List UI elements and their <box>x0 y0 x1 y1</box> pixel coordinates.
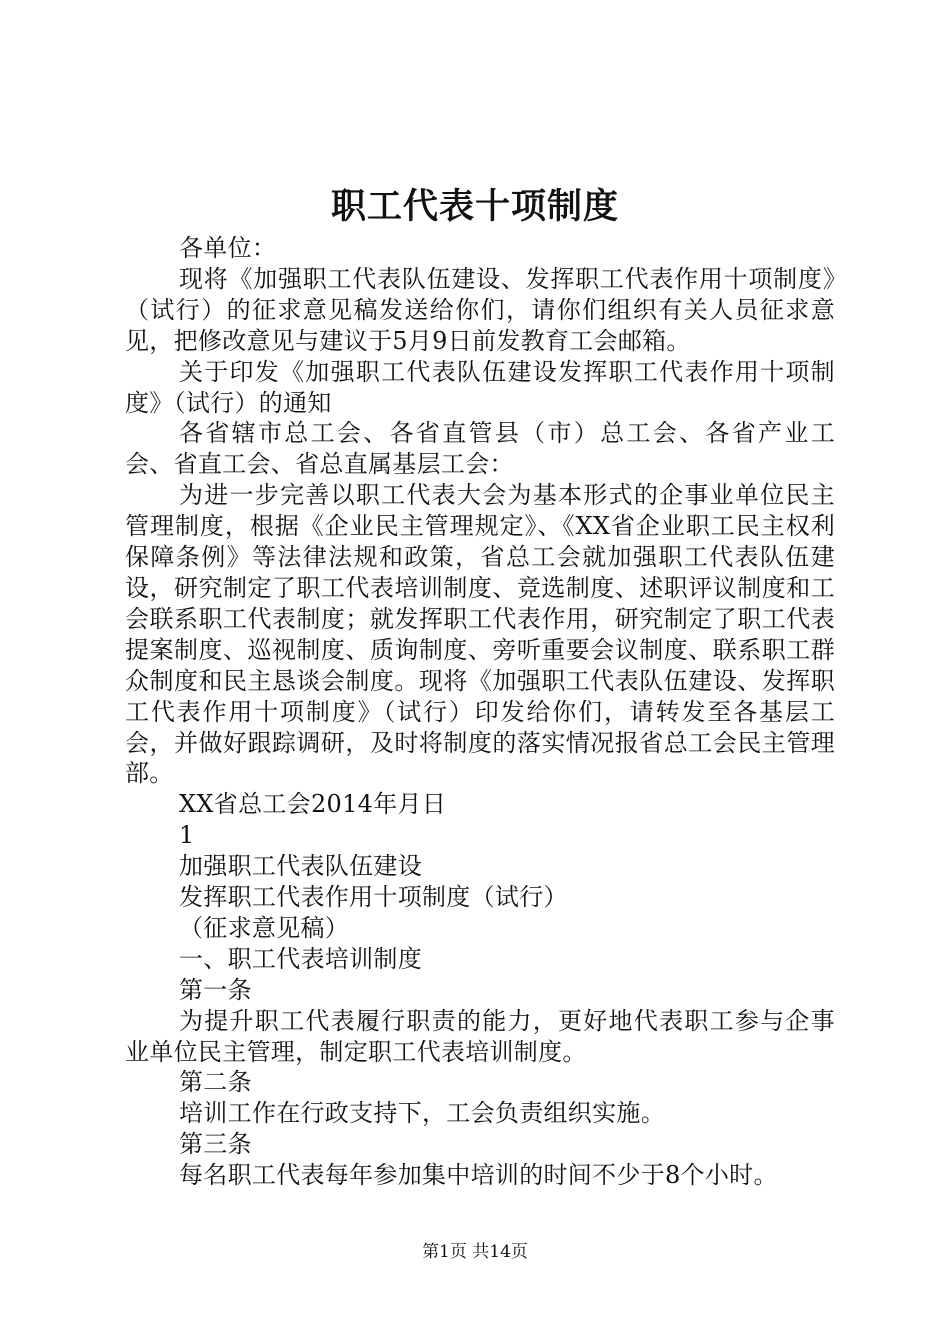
paragraph: 1 <box>179 821 195 850</box>
paragraph: 第三条 <box>179 1130 252 1159</box>
paragraph: 各省辖市总工会、各省直管县（市）总工会、各省产业工会、省直工会、省总直属基层工会： <box>125 419 835 479</box>
document-title: 职工代表十项制度 <box>330 186 619 227</box>
paragraph: 第二条 <box>179 1068 252 1097</box>
paragraph: 每名职工代表每年参加集中培训的时间不少于8个小时。 <box>179 1161 778 1190</box>
paragraph: 为进一步完善以职工代表大会为基本形式的企事业单位民主管理制度，根据《企业民主管理规定》、《XX省企业职工民主权利保障条例》等法律法规和政策，省总工会就加强职工代表队伍建设，研究制定了职工代表培训制度、竞选制度、述职评议制度和工会联系职工代表制度；就发挥职工代表作用，研究制定了职工代表提案制度、巡视制度、质询制度、旁听重要会议制度、联系职工群众制度和民主恳谈会制度。现将《加强职工代表队伍建设、发挥职工代表作用十项制度》（试行）印发给你们，请转发至各基层工会，并做好跟踪调研，及时将制度的落实情况报省总工会民主管理部。 <box>125 481 835 788</box>
paragraph: 各单位： <box>179 234 277 262</box>
paragraph: 加强职工代表队伍建设 <box>179 852 422 881</box>
page-footer: 第1页 共14页 <box>422 1242 528 1262</box>
paragraph: 一、职工代表培训制度 <box>179 944 422 973</box>
paragraph: 现将《加强职工代表队伍建设、发挥职工代表作用十项制度》（试行）的征求意见稿发送给你们，请你们组织有关人员征求意见，把修改意见与建议于5月9日前发教育工会邮箱。 <box>125 264 835 355</box>
document-body <box>125 233 835 1191</box>
paragraph: 第一条 <box>179 975 252 1004</box>
paragraph: XX省总工会2014年月日 <box>179 790 447 819</box>
paragraph: 为提升职工代表履行职责的能力，更好地代表职工参与企事业单位民主管理，制定职工代表培训制度。 <box>125 1006 835 1066</box>
paragraph: （征求意见稿） <box>179 913 350 942</box>
paragraph: 发挥职工代表作用十项制度（试行） <box>179 883 568 912</box>
paragraph: 关于印发《加强职工代表队伍建设发挥职工代表作用十项制度》（试行）的通知 <box>125 357 835 417</box>
paragraph: 培训工作在行政支持下，工会负责组织实施。 <box>179 1099 665 1128</box>
